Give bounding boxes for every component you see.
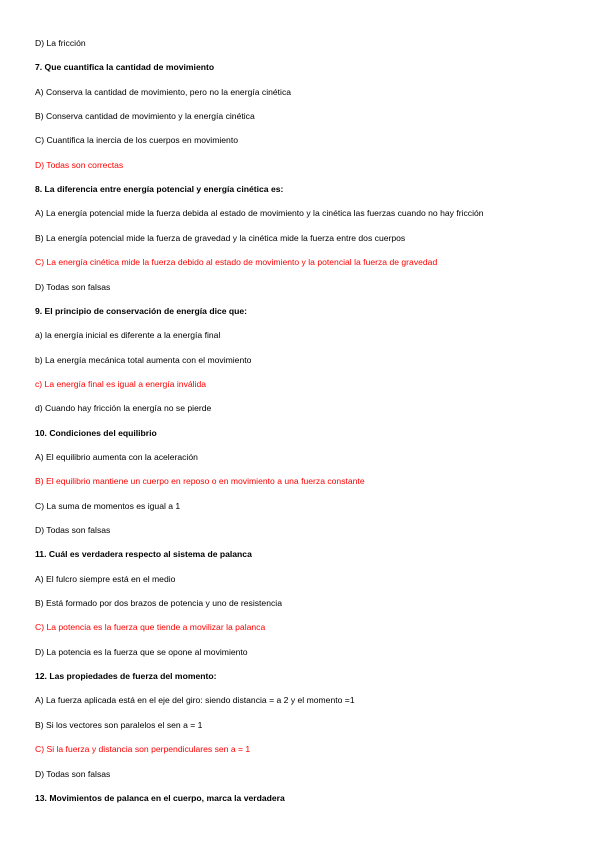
answer-option: A) La energía potencial mide la fuerza debida al estado de movimiento y la cinética las fuerzas cuando no hay fricción	[35, 208, 484, 219]
answer-option: D) La potencia es la fuerza que se opone al movimiento	[35, 646, 248, 657]
question-heading: 13. Movimientos de palanca en el cuerpo, marca la verdadera	[35, 792, 285, 803]
answer-option-highlighted: C) La energía cinética mide la fuerza debido al estado de movimiento y la potencial la fuerza de gravedad	[35, 257, 438, 268]
answer-option: B) La energía potencial mide la fuerza de gravedad y la cinética mide la fuerza entre dos cuerpos	[35, 232, 406, 243]
answer-option: b) La energía mecánica total aumenta con el movimiento	[35, 354, 252, 365]
answer-option: C) La suma de momentos es igual a 1	[35, 500, 181, 511]
answer-option: D) Todas son falsas	[35, 768, 111, 779]
answer-option: d) Cuando hay fricción la energía no se pierde	[35, 403, 212, 414]
answer-option-highlighted: C) La potencia es la fuerza que tiende a movilizar la palanca	[35, 622, 266, 633]
answer-option: D) La fricción	[35, 38, 86, 48]
answer-option-highlighted: c) La energía final es igual a energía inválida	[35, 378, 207, 389]
answer-option-highlighted: B) El equilibrio mantiene un cuerpo en reposo o en movimiento a una fuerza constante	[35, 476, 365, 487]
question-heading: 7. Que cuantifica la cantidad de movimiento	[35, 62, 215, 73]
answer-option: D) Todas son falsas	[35, 525, 111, 535]
question-heading: 11. Cuál es verdadera respecto al sistema de palanca	[35, 549, 252, 560]
answer-option: A) El equilibrio aumenta con la aceleración	[35, 451, 198, 462]
answer-option: B) Está formado por dos brazos de potencia y uno de resistencia	[35, 598, 282, 609]
answer-option: C) Cuantifica la inercia de los cuerpos en movimiento	[35, 135, 239, 146]
answer-option-highlighted: D) Todas son correctas	[35, 159, 124, 170]
answer-option: B) Conserva cantidad de movimiento y la energía cinética	[35, 111, 255, 122]
answer-option: A) La fuerza aplicada está en el eje del giro: siendo distancia = a 2 y el momento =1	[35, 695, 355, 706]
answer-option: A) El fulcro siempre está en el medio	[35, 573, 176, 584]
question-heading: 9. El principio de conservación de energía dice que:	[35, 305, 248, 316]
question-heading: 10. Condiciones del equilibrio	[35, 427, 157, 438]
answer-option: D) Todas son falsas	[35, 281, 111, 292]
question-heading: 12. Las propiedades de fuerza del momento:	[35, 671, 217, 682]
answer-option: B) Si los vectores son paralelos el sen a = 1	[35, 719, 203, 730]
answer-option: A) Conserva la cantidad de movimiento, pero no la energía cinética	[35, 86, 292, 97]
answer-option-highlighted: C) Si la fuerza y distancia son perpendiculares sen a = 1	[35, 744, 251, 755]
question-heading: 8. La diferencia entre energía potencial y energía cinética es:	[35, 184, 284, 195]
answer-option: a) la energía inicial es diferente a la energía final	[35, 330, 221, 341]
